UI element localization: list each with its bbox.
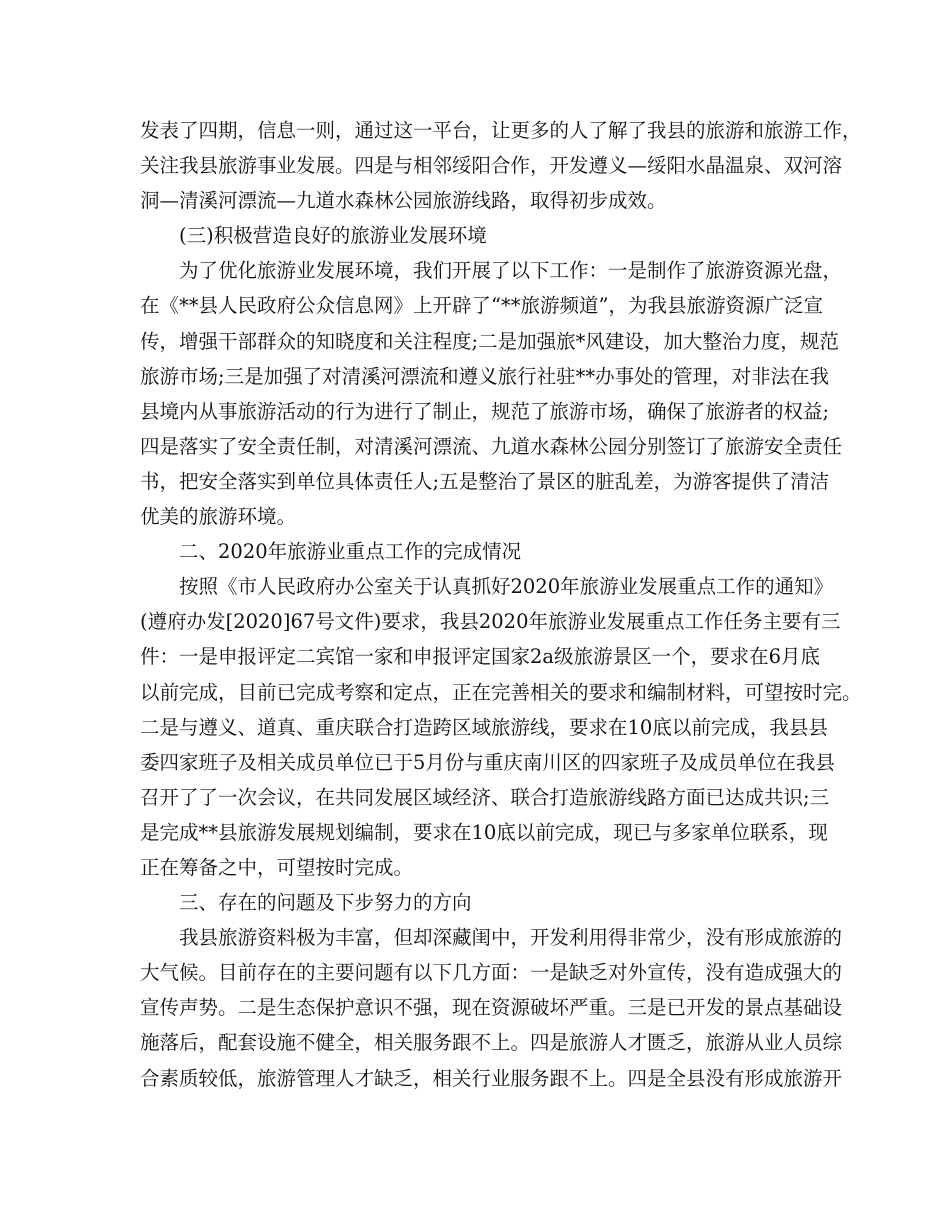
text-line: 大气候。目前存在的主要问题有以下几方面：一是缺乏对外宣传，没有造成强大的 — [140, 961, 843, 985]
text-line: 旅游市场;三是加强了对清溪河漂流和遵义旅行社驻**办事处的管理，对非法在我 — [140, 364, 830, 388]
text-line: (遵府办发[2020]67号文件)要求，我县2020年旅游业发展重点工作任务主要有三 — [140, 610, 841, 634]
text-line: 洞—清溪河漂流—九道水森林公园旅游线路，取得初步成效。 — [140, 189, 667, 213]
text-line: 施落后，配套设施不健全，相关服务跟不上。四是旅游人才匮乏，旅游从业人员综 — [140, 1031, 843, 1055]
text-line: 关注我县旅游事业发展。四是与相邻绥阳合作，开发遵义—绥阳水晶温泉、双河溶 — [140, 154, 843, 178]
text-line: 是完成**县旅游发展规划编制，要求在10底以前完成，现已与多家单位联系，现 — [140, 820, 828, 844]
text-line: 二、2020年旅游业重点工作的完成情况 — [179, 540, 522, 564]
text-line: 我县旅游资料极为丰富，但却深藏闺中，开发利用得非常少，没有形成旅游的 — [179, 926, 843, 950]
text-line: 书，把安全落实到单位具体责任人;五是整治了景区的脏乱差，为游客提供了清洁 — [140, 469, 830, 493]
text-line: 四是落实了安全责任制，对清溪河漂流、九道水森林公园分别签订了旅游安全责任 — [140, 434, 843, 458]
text-line: 三、存在的问题及下步努力的方向 — [179, 891, 472, 915]
text-line: 件：一是申报评定二宾馆一家和申报评定国家2a级旅游景区一个，要求在6月底 — [140, 645, 820, 669]
text-line: 合素质较低，旅游管理人才缺乏，相关行业服务跟不上。四是全县没有形成旅游开 — [140, 1066, 843, 1090]
text-line: 为了优化旅游业发展环境，我们开展了以下工作：一是制作了旅游资源光盘， — [179, 259, 843, 283]
document-body — [140, 113, 862, 1096]
text-line: 县境内从事旅游活动的行为进行了制止，规范了旅游市场，确保了旅游者的权益; — [140, 399, 830, 423]
text-line: 召开了了一次会议，在共同发展区域经济、联合打造旅游线路方面已达成共识;三 — [140, 785, 830, 809]
text-line: 在《**县人民政府公众信息网》上开辟了“**旅游频道”，为我县旅游资源广泛宣 — [140, 294, 823, 318]
text-line: 传，增强干部群众的知晓度和关注程度;二是加强旅*风建设，加大整治力度，规范 — [140, 329, 839, 353]
text-line: 发表了四期，信息一则，通过这一平台，让更多的人了解了我县的旅游和旅游工作， — [140, 119, 862, 142]
text-line: 按照《市人民政府办公室关于认真抓好2020年旅游业发展重点工作的通知》 — [179, 575, 834, 599]
text-line: 二是与遵义、道真、重庆联合打造跨区域旅游线，要求在10底以前完成，我县县 — [140, 715, 828, 739]
text-line: (三)积极营造良好的旅游业发展环境 — [179, 224, 487, 248]
text-line: 以前完成，目前已完成考察和定点，正在完善相关的要求和编制材料，可望按时完。 — [140, 680, 862, 704]
text-line: 优美的旅游环境。 — [140, 505, 297, 529]
text-line: 宣传声势。二是生态保护意识不强，现在资源破坏严重。三是已开发的景点基础设 — [140, 996, 843, 1020]
text-line: 正在筹备之中，可望按时完成。 — [140, 855, 414, 879]
text-line: 委四家班子及相关成员单位已于5月份与重庆南川区的四家班子及成员单位在我县 — [140, 750, 835, 774]
